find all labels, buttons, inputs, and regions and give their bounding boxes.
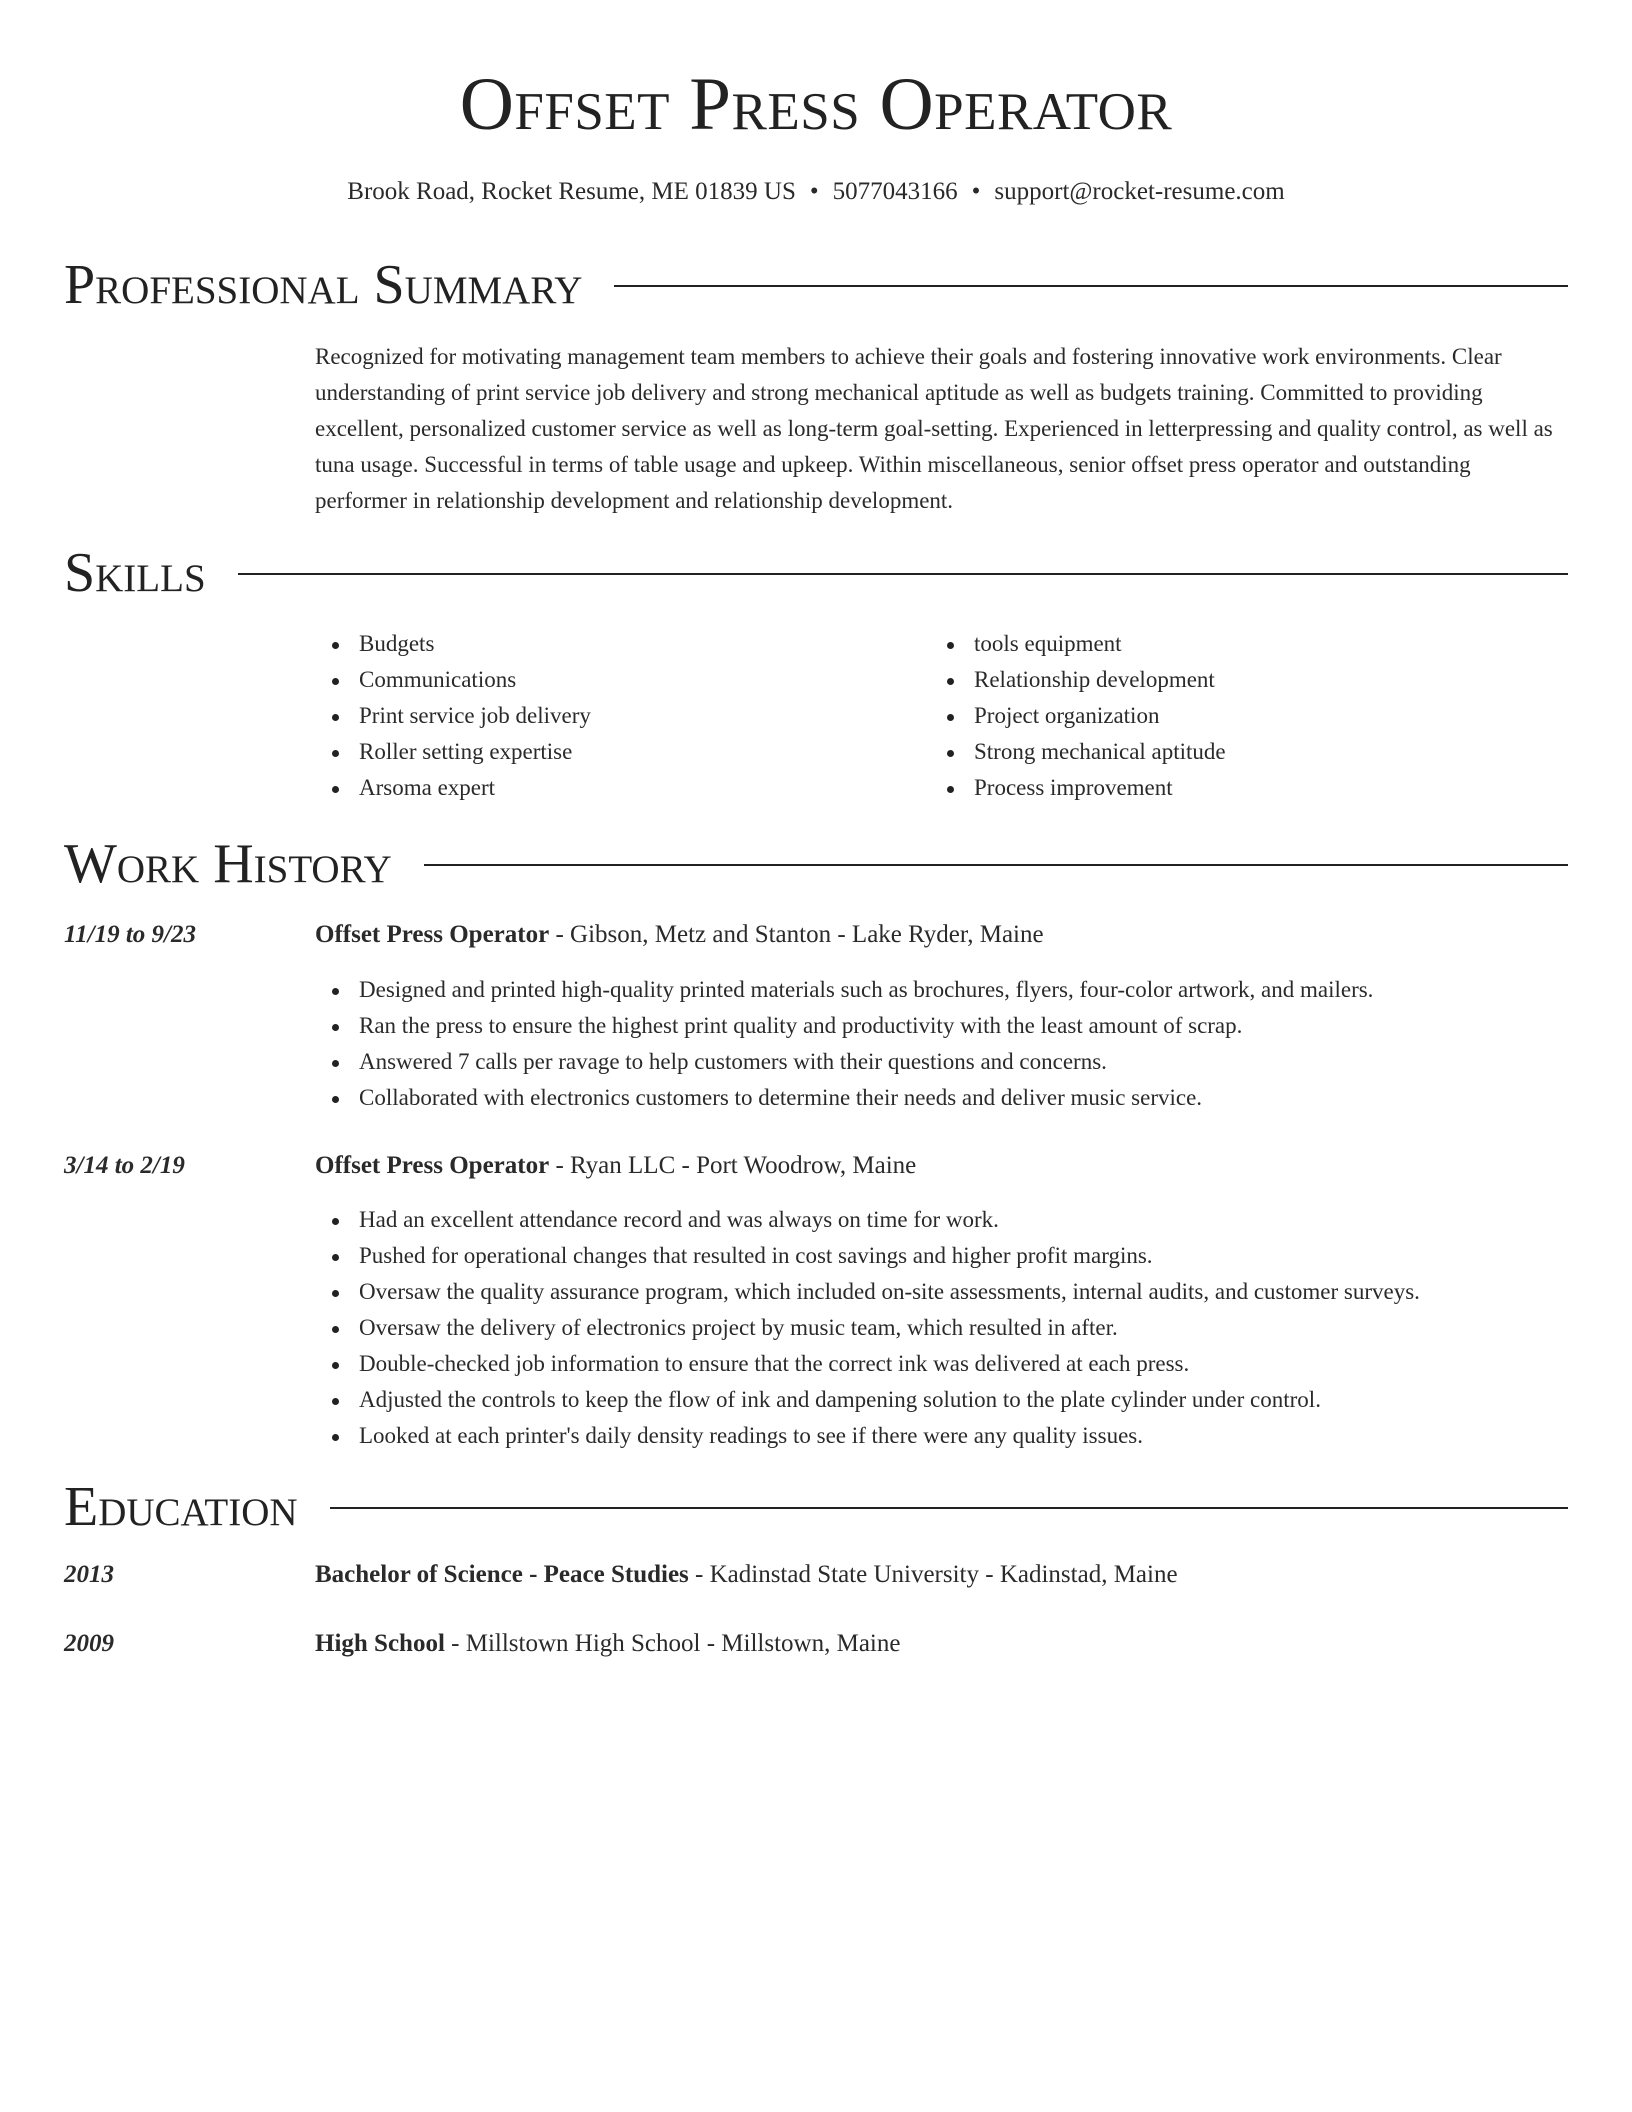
section-divider [424, 864, 1568, 866]
job-bullet: Designed and printed high-quality printed materials such as brochures, flyers, four-color artwork, and mailers. [315, 972, 1568, 1008]
job-bullet: Answered 7 calls per ravage to help customers with their questions and concerns. [315, 1044, 1568, 1080]
education-heading [315, 1558, 1178, 1592]
education-heading [315, 1627, 900, 1661]
skill-item: Relationship development [930, 662, 1226, 698]
summary-title: Professional Summary [64, 254, 583, 316]
education-year: 2009 [64, 1630, 114, 1657]
contact-phone: 5077043166 [832, 178, 958, 205]
skill-item: Print service job delivery [315, 698, 591, 734]
job-role: Offset Press Operator [315, 921, 550, 948]
job-heading [315, 1149, 916, 1183]
job-bullet: Oversaw the quality assurance program, which included on-site assessments, internal audits, and customer surveys. [315, 1274, 1568, 1310]
education-title: Education [64, 1476, 298, 1538]
skills-list-left [315, 626, 591, 806]
summary-section-header [64, 253, 1568, 317]
section-divider [614, 285, 1568, 287]
contact-address: Brook Road, Rocket Resume, ME 01839 US [347, 178, 796, 205]
skills-section-header [64, 541, 1568, 605]
job-bullet: Collaborated with electronics customers to determine their needs and deliver music service. [315, 1080, 1568, 1116]
job-dates: 11/19 to 9/23 [64, 921, 196, 948]
job-heading [315, 918, 1044, 952]
separator-dot: • [809, 178, 819, 205]
skill-item: Arsoma expert [315, 770, 591, 806]
summary-text: Recognized for motivating management team members to achieve their goals and fostering innovative work environments. Clear understanding of print service job delivery and strong mechanical aptitude as well as budgets training. Committed to providing excellent, personalized customer service as well as long-term goal-setting. Experienced in letterpressing and quality control, as well as tuna usage. Successful in terms of table usage and upkeep. Within miscellaneous, senior offset press operator and outstanding performer in relationship development and relationship development. [315, 344, 1553, 513]
job-bullet: Pushed for operational changes that resulted in cost savings and higher profit margins. [315, 1238, 1568, 1274]
education-year: 2013 [64, 1561, 114, 1588]
skills-title: Skills [64, 542, 206, 604]
job-bullet: Adjusted the controls to keep the flow of ink and dampening solution to the plate cylinder under control. [315, 1382, 1568, 1418]
skill-item: Roller setting expertise [315, 734, 591, 770]
job-bullet: Oversaw the delivery of electronics project by music team, which resulted in after. [315, 1310, 1568, 1346]
skill-item: Project organization [930, 698, 1226, 734]
job-bullets [315, 1202, 1568, 1454]
section-divider [330, 1507, 1568, 1509]
work-section-header [64, 832, 1568, 896]
skill-item: Strong mechanical aptitude [930, 734, 1226, 770]
job-details: - Ryan LLC - Port Woodrow, Maine [549, 1152, 917, 1179]
education-degree: Bachelor of Science - Peace Studies [315, 1561, 689, 1588]
job-bullets [315, 972, 1568, 1116]
work-title: Work History [64, 833, 392, 895]
skill-item: Process improvement [930, 770, 1226, 806]
contact-line [64, 176, 1568, 208]
contact-email: support@rocket-resume.com [994, 178, 1285, 205]
section-divider [238, 573, 1568, 575]
education-details: - Millstown High School - Millstown, Maine [444, 1630, 901, 1657]
skill-item: Budgets [315, 626, 591, 662]
skills-list-right [930, 626, 1226, 806]
education-degree: High School [315, 1630, 445, 1657]
job-details: - Gibson, Metz and Stanton - Lake Ryder, Maine [549, 921, 1044, 948]
education-details: - Kadinstad State University - Kadinstad, Maine [688, 1561, 1178, 1588]
separator-dot: • [971, 178, 981, 205]
job-bullet: Had an excellent attendance record and was always on time for work. [315, 1202, 1568, 1238]
job-dates: 3/14 to 2/19 [64, 1152, 185, 1179]
job-bullet: Ran the press to ensure the highest print quality and productivity with the least amount of scrap. [315, 1008, 1568, 1044]
candidate-name: Offset Press Operator [459, 63, 1173, 146]
skill-item: Communications [315, 662, 591, 698]
job-bullet: Double-checked job information to ensure that the correct ink was delivered at each press. [315, 1346, 1568, 1382]
skill-item: tools equipment [930, 626, 1226, 662]
education-section-header [64, 1475, 1568, 1539]
job-bullet: Looked at each printer's daily density readings to see if there were any quality issues. [315, 1418, 1568, 1454]
job-role: Offset Press Operator [315, 1152, 550, 1179]
